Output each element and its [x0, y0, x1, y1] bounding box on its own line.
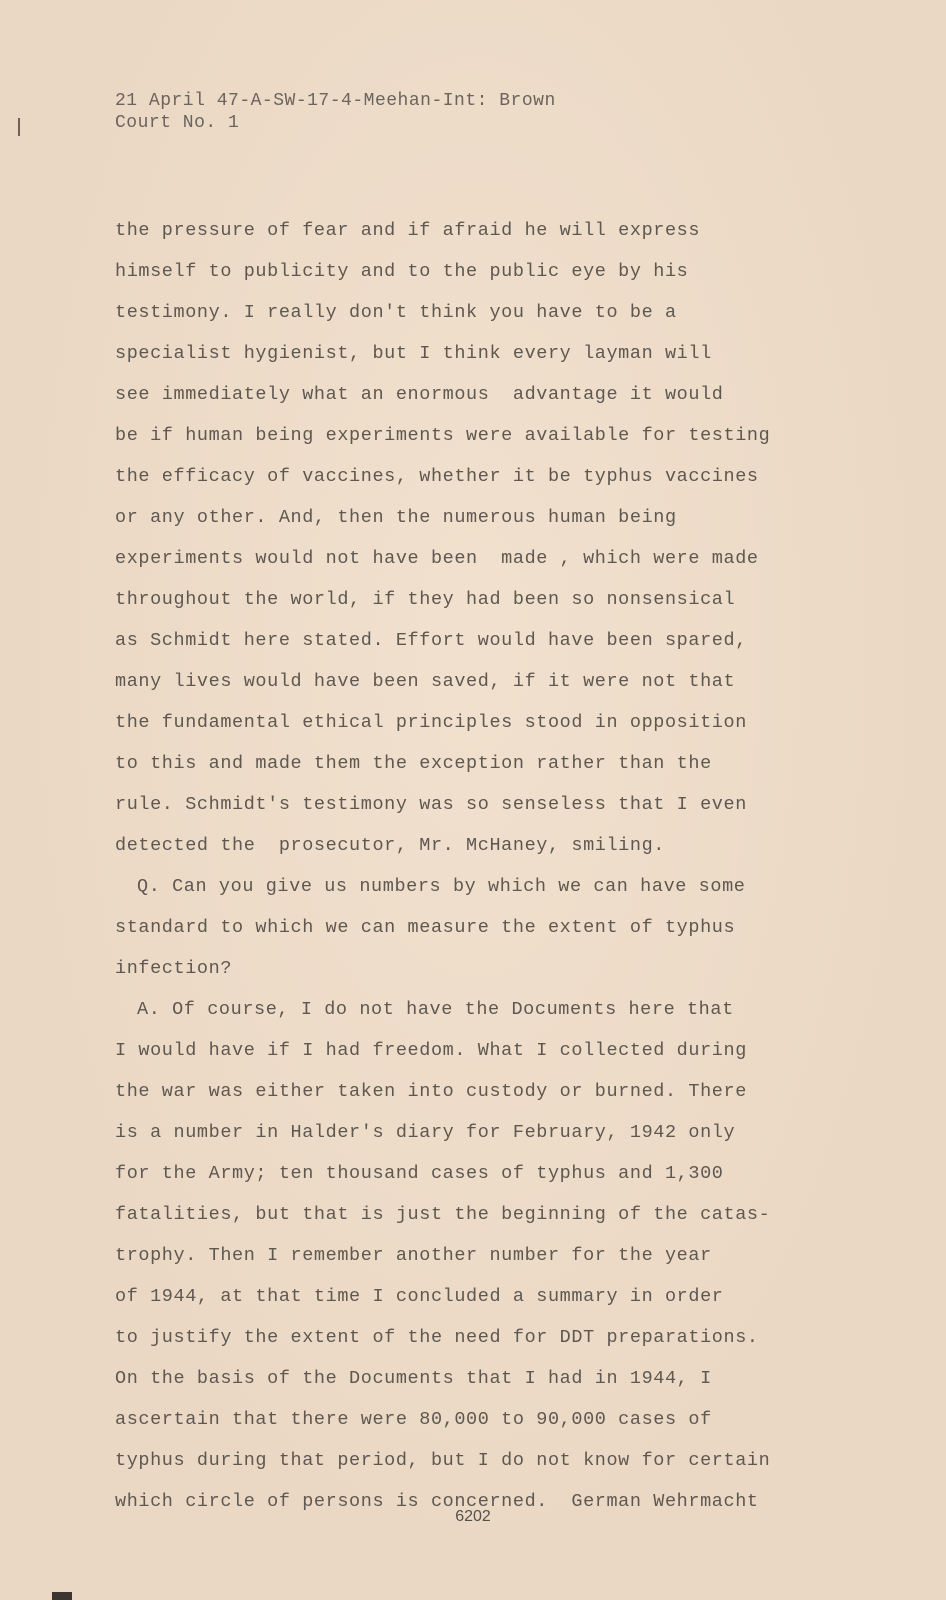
- text-line: detected the prosecutor, Mr. McHaney, smiling.: [115, 835, 665, 856]
- text-line: trophy. Then I remember another number for the year: [115, 1245, 712, 1266]
- text-line: the pressure of fear and if afraid he will express: [115, 220, 701, 241]
- text-line: the war was either taken into custody or burned. There: [115, 1081, 747, 1102]
- text-line: as Schmidt here stated. Effort would have been spared,: [115, 630, 747, 651]
- text-line: the efficacy of vaccines, whether it be typhus vaccines: [115, 466, 759, 487]
- text-line: testimony. I really don't think you have to be a: [115, 302, 677, 323]
- text-line: himself to publicity and to the public eye by his: [115, 261, 689, 282]
- corner-mark: [52, 1592, 72, 1600]
- text-line: be if human being experiments were available for testing: [115, 425, 771, 446]
- text-line: experiments would not have been made , which were made: [115, 548, 759, 569]
- text-line: I would have if I had freedom. What I collected during: [115, 1040, 747, 1061]
- text-line: standard to which we can measure the extent of typhus: [115, 917, 736, 938]
- margin-mark: [18, 118, 20, 136]
- text-line: which circle of persons is concerned. German Wehrmacht: [115, 1491, 759, 1512]
- text-line: throughout the world, if they had been so nonsensical: [115, 589, 736, 610]
- text-line: to this and made them the exception rather than the: [115, 753, 712, 774]
- text-line: for the Army; ten thousand cases of typhus and 1,300: [115, 1163, 724, 1184]
- text-line: fatalities, but that is just the beginning of the catas-: [115, 1204, 771, 1225]
- text-line: specialist hygienist, but I think every layman will: [115, 343, 712, 364]
- text-line: infection?: [115, 958, 233, 979]
- text-line: see immediately what an enormous advantage it would: [115, 384, 724, 405]
- text-line: the fundamental ethical principles stood in opposition: [115, 712, 747, 733]
- text-line: Q. Can you give us numbers by which we can have some: [137, 876, 746, 897]
- page-number: 6202: [455, 1508, 491, 1525]
- text-line: typhus during that period, but I do not know for certain: [115, 1450, 771, 1471]
- text-line: or any other. And, then the numerous human being: [115, 507, 677, 528]
- header-line-1: 21 April 47-A-SW-17-4-Meehan-Int: Brown: [115, 91, 556, 111]
- text-line: On the basis of the Documents that I had in 1944, I: [115, 1368, 712, 1389]
- document-body: [115, 210, 815, 1522]
- header-line-2: Court No. 1: [115, 113, 240, 133]
- text-line: to justify the extent of the need for DDT preparations.: [115, 1327, 759, 1348]
- document-header: [115, 90, 556, 134]
- text-line: is a number in Halder's diary for February, 1942 only: [115, 1122, 736, 1143]
- text-line: many lives would have been saved, if it were not that: [115, 671, 736, 692]
- text-line: of 1944, at that time I concluded a summary in order: [115, 1286, 724, 1307]
- text-line: ascertain that there were 80,000 to 90,000 cases of: [115, 1409, 712, 1430]
- text-line: A. Of course, I do not have the Documents here that: [137, 999, 734, 1020]
- text-line: rule. Schmidt's testimony was so senseless that I even: [115, 794, 747, 815]
